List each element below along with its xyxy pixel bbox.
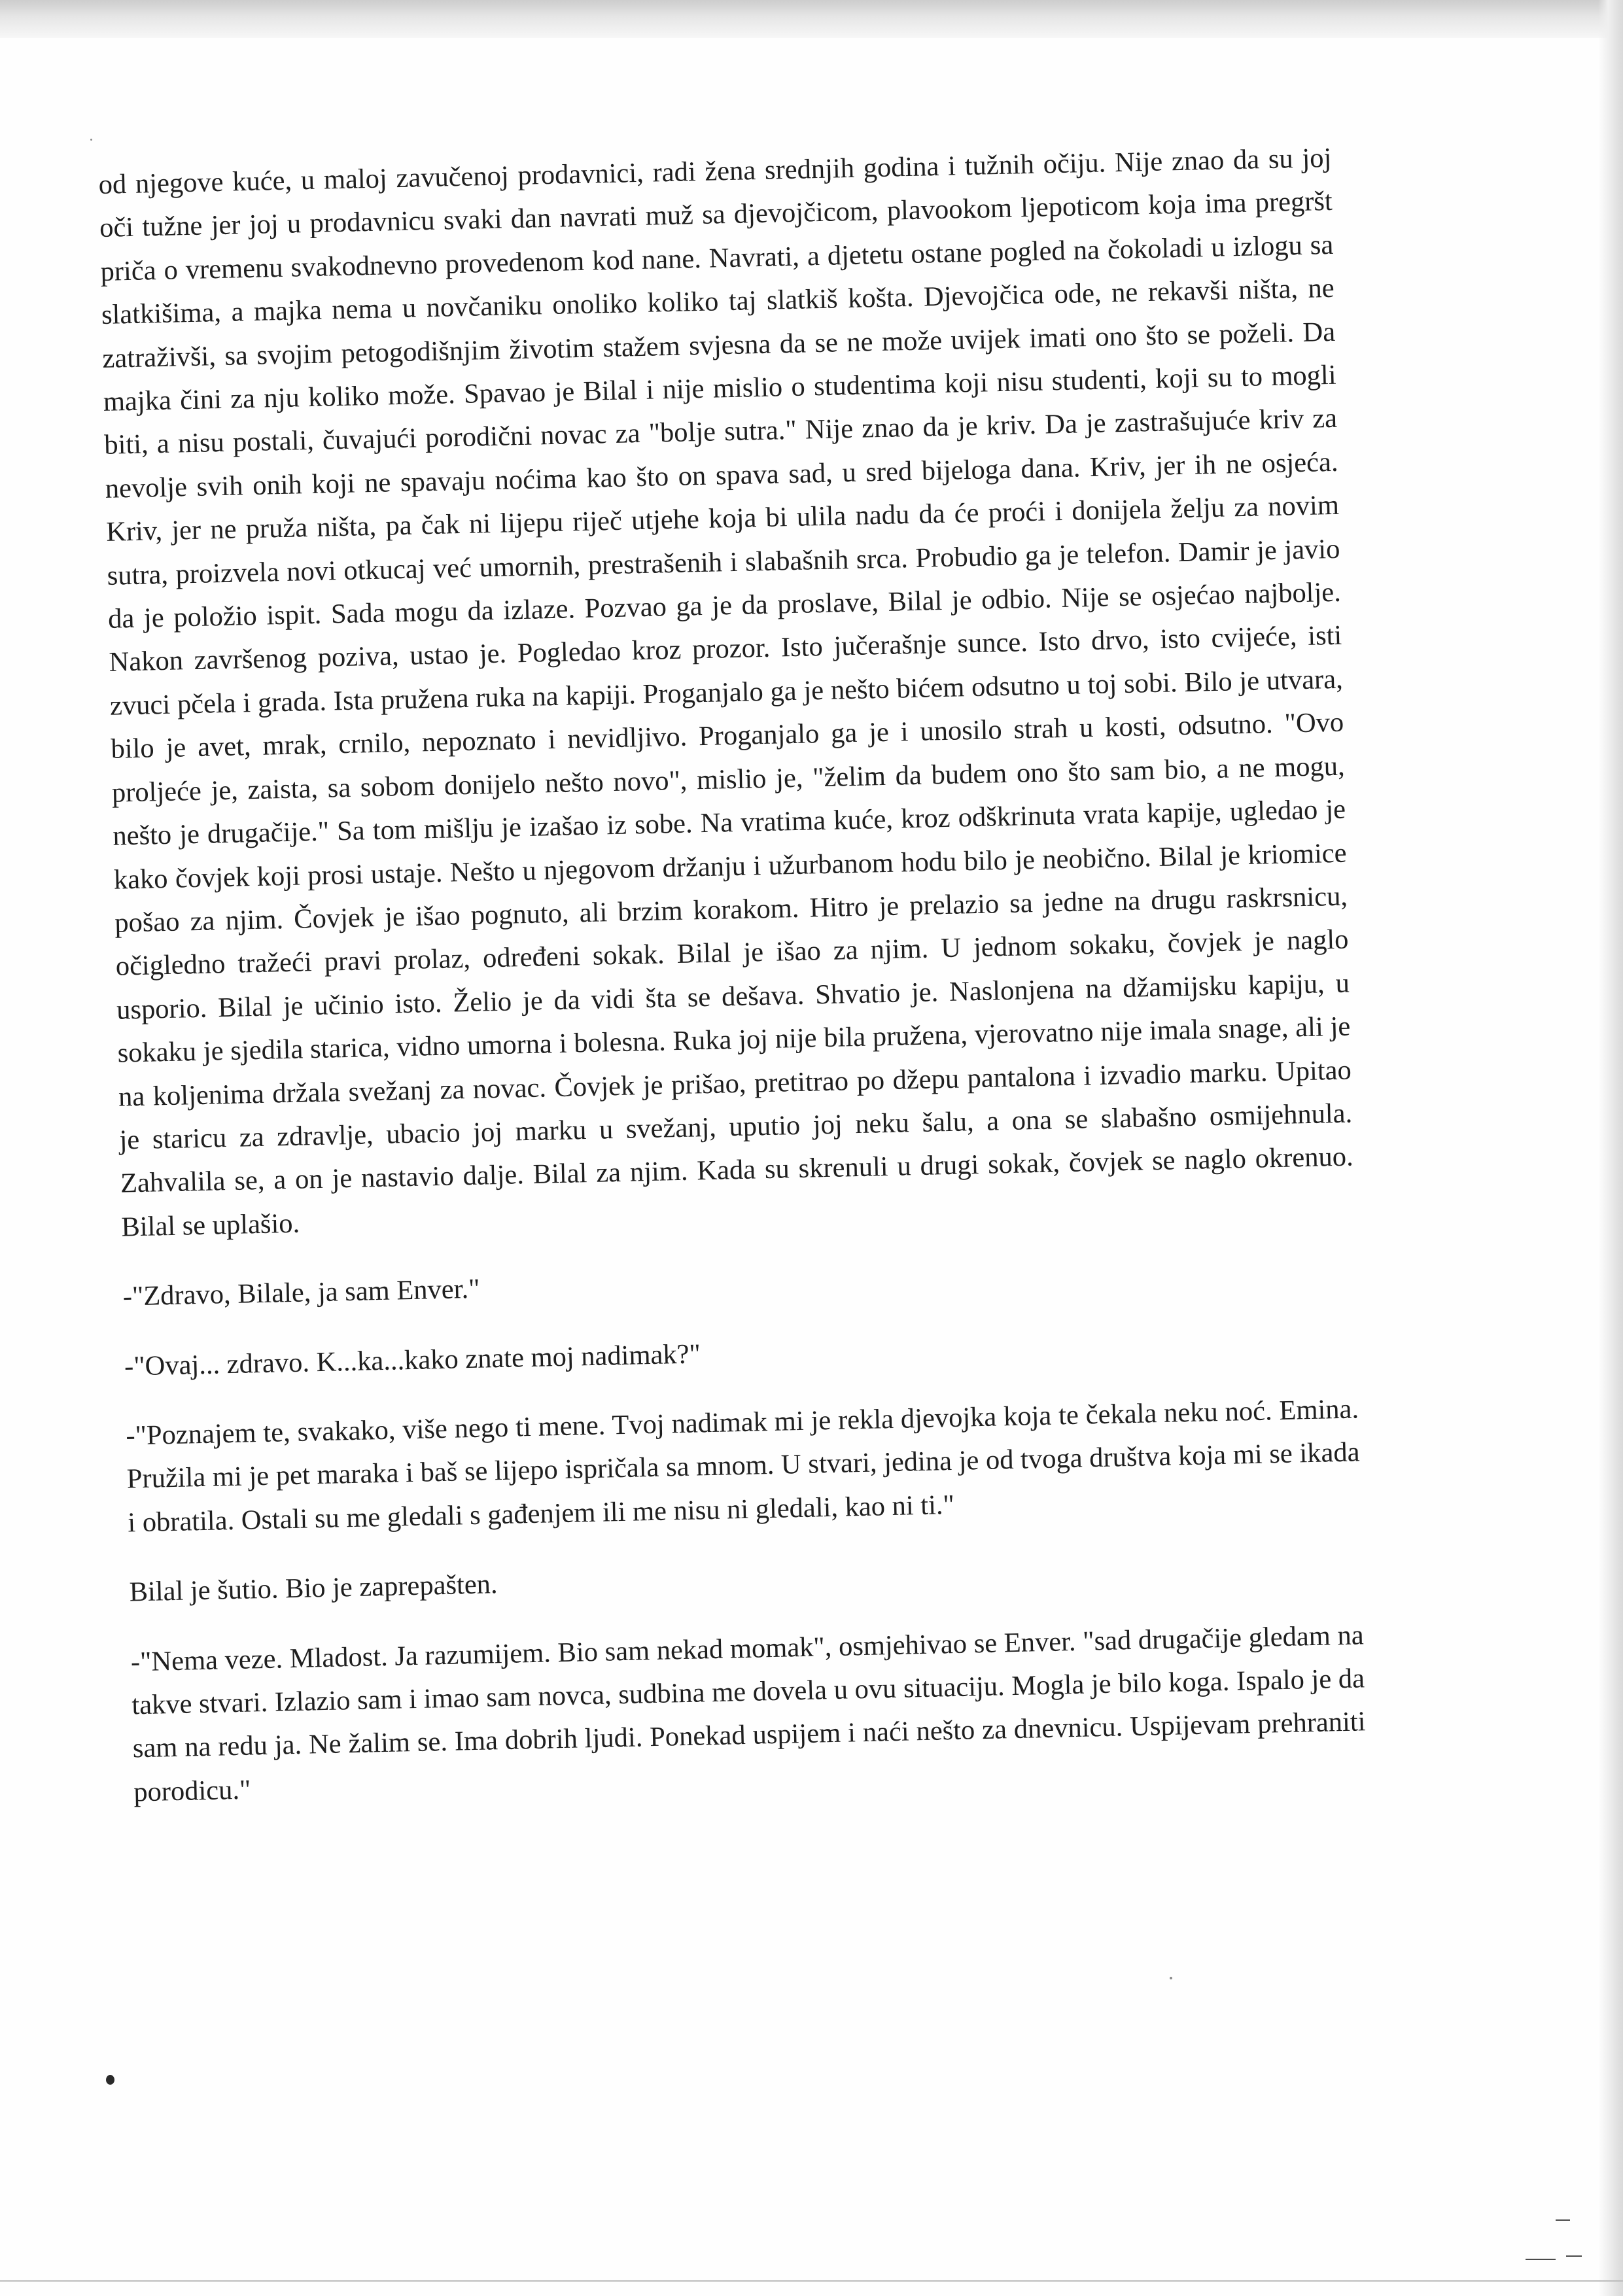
- scan-speck: [1170, 1977, 1172, 1979]
- scan-speck: [90, 139, 92, 141]
- bottom-mark: [1556, 2219, 1570, 2221]
- bottom-mark: [1566, 2255, 1582, 2257]
- bullet-dot-mark: [106, 2075, 114, 2085]
- paragraph-dialogue-bilal-question: -"Ovaj... zdravo. K...ka...kako znate moj nadimak?": [124, 1338, 701, 1382]
- paragraph-dialogue-enver-emina: -"Poznajem te, svakako, više nego ti mene. Tvoj nadimak mi je rekla djevojka koja te čekala neku noć. Emina. Pružila mi je pet maraka i baš se lijepo ispričala sa mnom. U stvari, jedina je od tvoga društva koja mi se ikada i obratila. Ostali su me gledali s gađenjem ili me nisu ni gledali, kao ni ti.": [125, 1393, 1360, 1539]
- paragraph-narrative: od njegove kuće, u maloj zavučenoj prodavnici, radi žena srednjih godina i tužnih očiju. Nije znao da su joj oči tužne jer joj u prodavnicu svaki dan navrati muž sa djevojčicom, plavookom ljepoticom koja ima pregršt priča o vremenu svakodnevno provedenom kod nane. Navrati, a djetetu ostane pogled na čokoladi u izlogu sa slatkišima, a majka nema u novčaniku onoliko koliko taj slatkiš košta. Djevojčica ode, ne rekavši ništa, ne zatraživši, sa svojim petogodišnjim životim stažem svjesna da se ne može uvijek imati ono što se poželi. Da majka čini za nju koliko može. Spavao je Bilal i nije mislio o studentima koji nisu studenti, koji su to mogli biti, a nisu postali, čuvajući porodični novac za "bolje sutra." Nije znao da je kriv. Da je zastrašujuće kriv za nevolje svih onih koji ne spavaju noćima kao što on spava sad, u sred bijeloga dana. Kriv, jer ih ne osjeća. Kriv, jer ne pruža ništa, pa čak ni lijepu riječ utjehe koja bi ulila nadu da će proći i donijela želju za novim sutra, proizvela novi otkucaj već umornih, prestrašenih i slabašnih srca. Probudio ga je telefon. Damir je javio da je položio ispit. Sada mogu da izlaze. Pozvao ga je da proslave, Bilal je odbio. Nije se osjećao najbolje. Nakon završenog poziva, ustao je. Pogledao kroz prozor. Isto jučerašnje sunce. Isto drvo, isto cvijeće, isti zvuci pčela i grada. Ista pružena ruka na kapiji. Proganjalo ga je nešto bićem odsutno u toj sobi. Bilo je utvara, bilo je avet, mrak, crnilo, nepoznato i nevidljivo. Proganjalo ga je i unosilo strah u kosti, odsutno. "Ovo proljeće je, zaista, sa sobom donijelo nešto novo", mislio je, "želim da budem ono što sam bio, a ne mogu, nešto je drugačije." Sa tom mišlju je izašao iz sobe. Na vratima kuće, kroz odškrinuta vrata kapije, ugledao je kako čovjek koji prosi ustaje. Nešto u njegovom držanju i užurbanom hodu bilo je neobično. Bilal je kriomice pošao za njim. Čovjek je išao pognuto, ali brzim korakom. Hitro je prelazio sa jedne na drugu raskrsnicu, očigledno tražeći pravi prolaz, određeni sokak. Bilal je išao za njim. U jednom sokaku, čovjek je naglo usporio. Bilal je učinio isto. Želio je da vidi šta se dešava. Shvatio je. Naslonjena na džamijsku kapiju, u sokaku je sjedila starica, vidno umorna i bolesna. Ruka joj nije bila pružena, vjerovatno nije imala snage, ali je na koljenima držala svežanj za novac. Čovjek je prišao, pretitrao po džepu pantalona i izvadio marku. Upitao je staricu za zdravlje, ubacio joj marku u svežanj, uputio joj neku šalu, a ona se slabašno osmijehnula. Zahvalila se, a on je nastavio dalje. Bilal za njim. Kada su skrenuli u drugi sokak, čovjek se naglo okrenuo. Bilal se uplašio.: [98, 142, 1354, 1243]
- scan-right-shadow: [1598, 0, 1623, 2296]
- paragraph-dialogue-enver-greeting: -"Zdravo, Bilale, ja sam Enver.": [122, 1273, 480, 1312]
- text-body: [98, 137, 1367, 1815]
- scan-top-shadow: [0, 0, 1623, 38]
- bottom-mark: [1526, 2259, 1556, 2260]
- paragraph-bilal-silent: Bilal je šutio. Bio je zaprepašten.: [129, 1569, 498, 1608]
- paragraph-dialogue-enver-story: -"Nema veze. Mladost. Ja razumijem. Bio sam nekad momak", osmjehivao se Enver. "sad drugačije gledam na takve stvari. Izlazio sam i imao sam novca, sudbina me dovela u ovu situaciju. Mogla je bilo koga. Ispalo je da sam na redu ja. Ne žalim se. Ima dobrih ljudi. Ponekad uspijem i naći nešto za dnevnicu. Uspijevam prehraniti porodicu.": [130, 1619, 1366, 1808]
- page-bottom-edge: [0, 2280, 1623, 2282]
